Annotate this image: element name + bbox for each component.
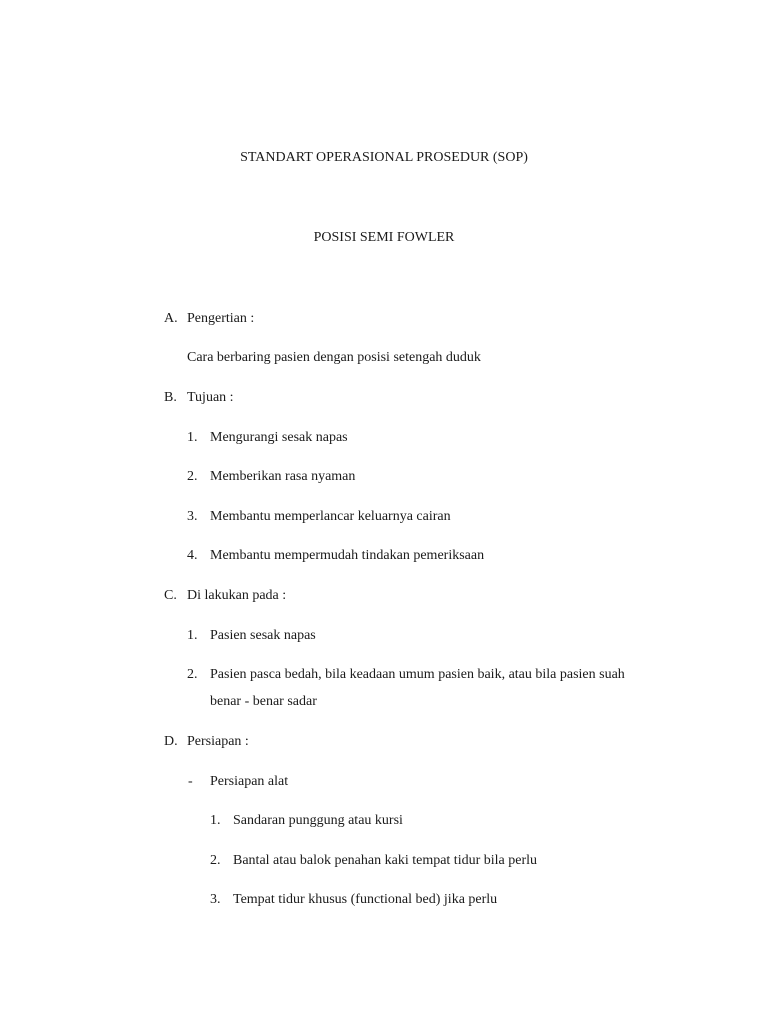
list-item: Memberikan rasa nyaman [210, 469, 356, 484]
list-item-marker: 3. [210, 892, 221, 907]
section-marker: C. [164, 588, 177, 603]
list-item: Pasien pasca bedah, bila keadaan umum pasien baik, atau bila pasien suah [210, 667, 625, 682]
section-marker: B. [164, 390, 177, 405]
list-item-marker: 1. [187, 628, 198, 643]
list-item-continuation: benar - benar sadar [210, 694, 317, 709]
list-item: Bantal atau balok penahan kaki tempat tidur bila perlu [233, 853, 538, 868]
list-item-marker: 2. [210, 853, 221, 868]
section-heading: Di lakukan pada : [187, 588, 287, 603]
section-text: Cara berbaring pasien dengan posisi setengah duduk [187, 350, 481, 365]
list-item: Membantu memperlancar keluarnya cairan [210, 509, 451, 524]
list-item: Membantu mempermudah tindakan pemeriksaan [210, 548, 485, 563]
list-item: Pasien sesak napas [210, 628, 316, 643]
section-marker: D. [164, 734, 178, 749]
subsection-marker: - [188, 774, 193, 789]
list-item: Tempat tidur khusus (functional bed) jika perlu [233, 892, 498, 907]
section-heading: Tujuan : [187, 390, 234, 405]
section-heading: Persiapan : [187, 734, 249, 749]
subsection-heading: Persiapan alat [210, 774, 289, 789]
list-item-marker: 1. [210, 813, 221, 828]
list-item-marker: 2. [187, 667, 198, 682]
document-title: STANDART OPERASIONAL PROSEDUR (SOP) [240, 150, 528, 165]
list-item-marker: 2. [187, 469, 198, 484]
section-marker: A. [164, 311, 178, 326]
list-item-marker: 3. [187, 509, 198, 524]
section-heading: Pengertian : [187, 311, 255, 326]
list-item-marker: 4. [187, 548, 198, 563]
document-subtitle: POSISI SEMI FOWLER [313, 230, 455, 245]
list-item-marker: 1. [187, 430, 198, 445]
list-item: Sandaran punggung atau kursi [233, 813, 403, 828]
list-item: Mengurangi sesak napas [210, 430, 348, 445]
